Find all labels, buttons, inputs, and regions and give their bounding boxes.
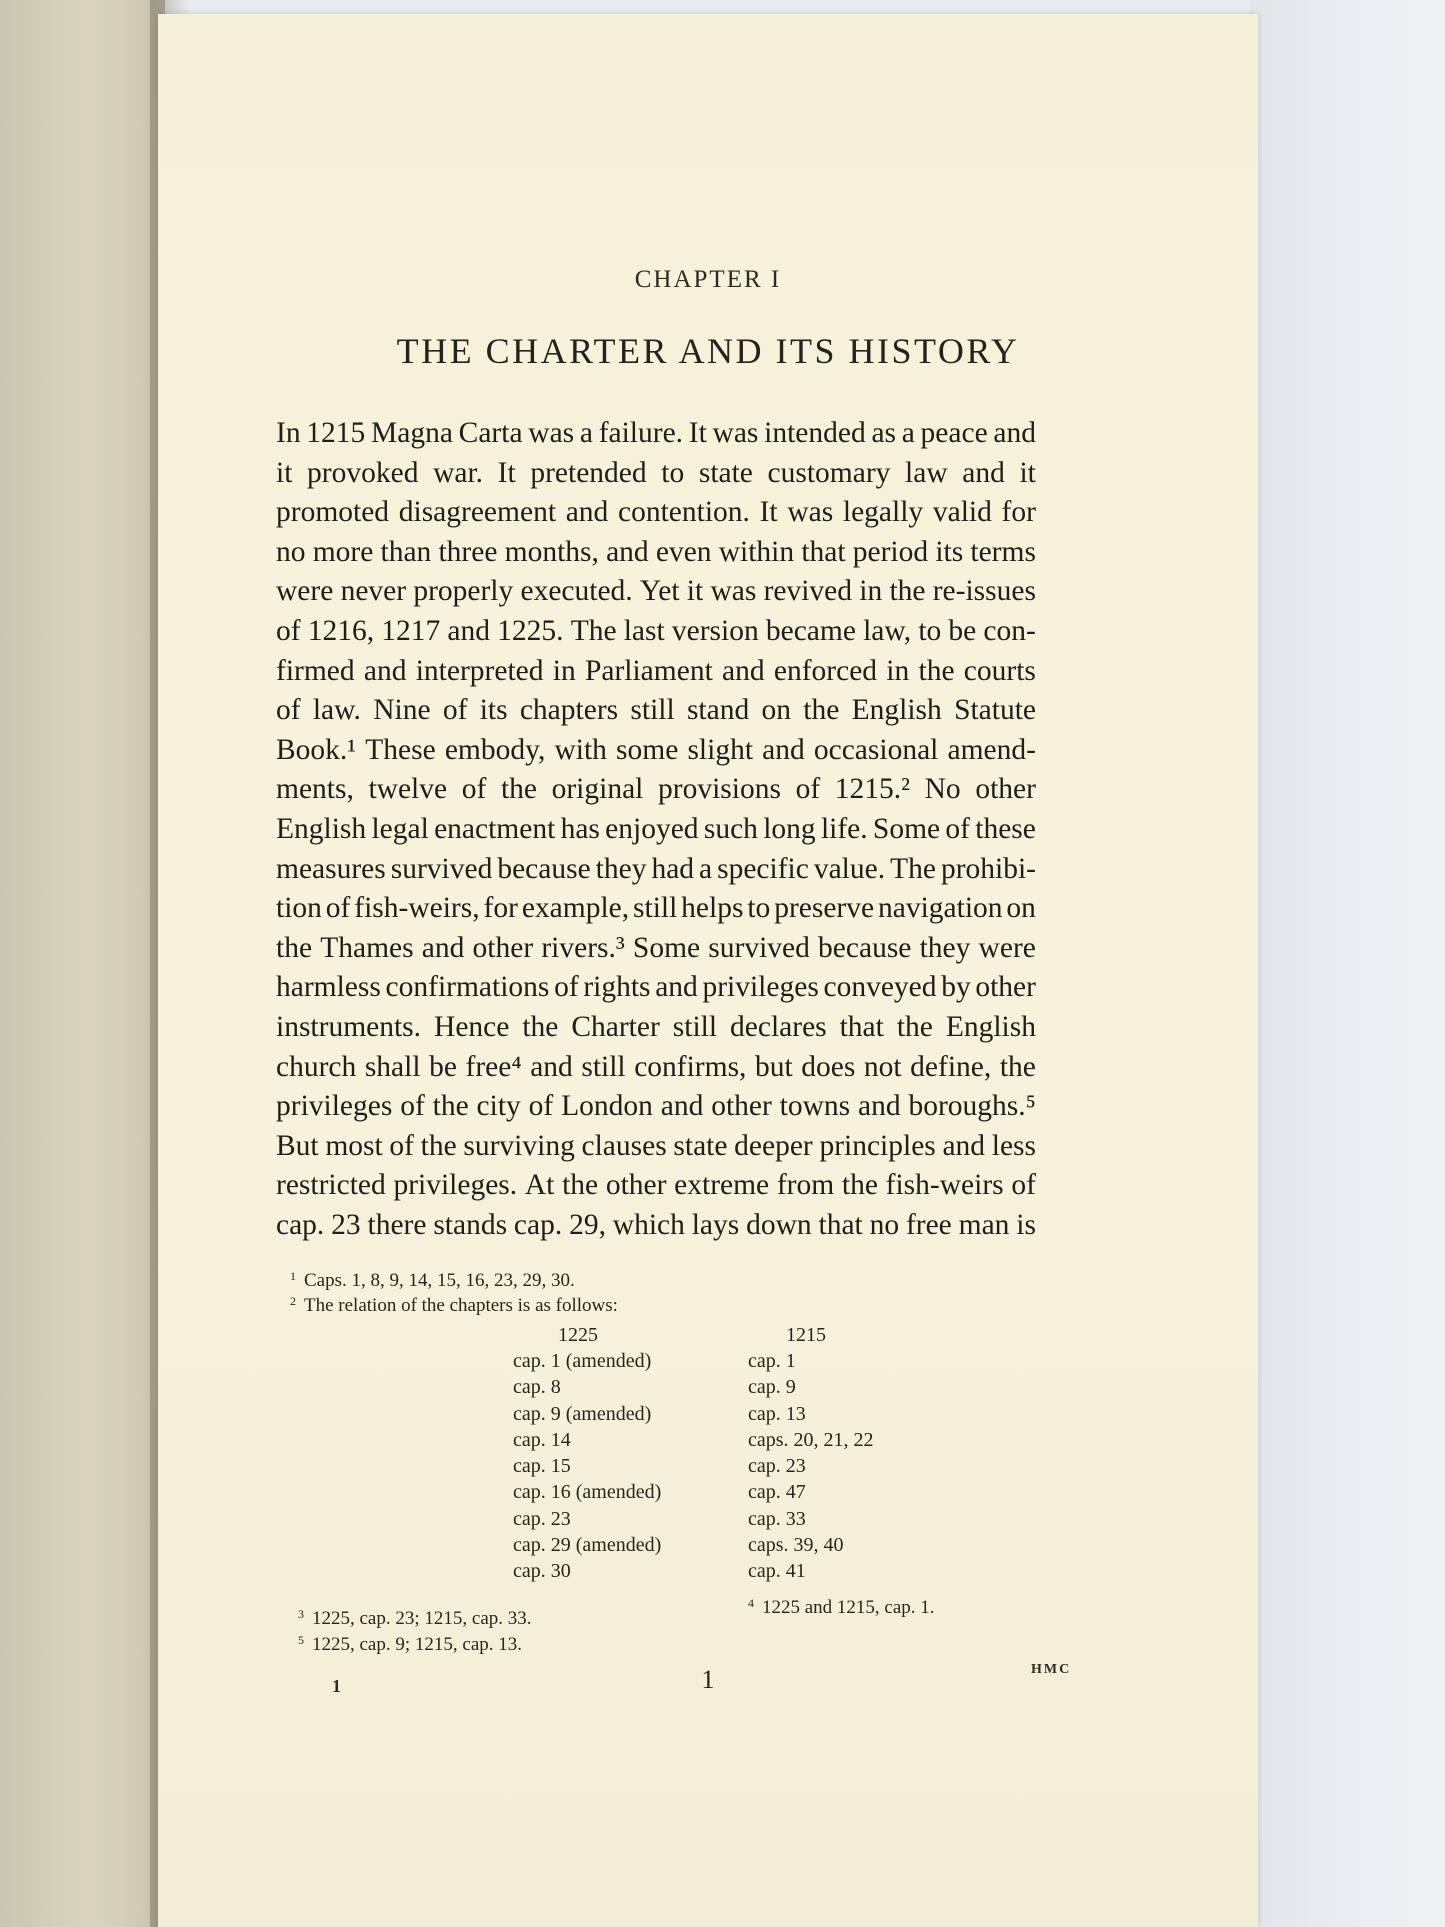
word: does	[801, 1050, 856, 1083]
word: chapters	[519, 694, 619, 727]
word: was	[712, 417, 759, 449]
word: the	[803, 694, 840, 727]
table-cell: cap. 1	[748, 1350, 796, 1372]
word: English	[276, 812, 367, 845]
book-page	[158, 14, 1258, 1927]
footnote-mark: 1	[290, 1269, 296, 1283]
footnote-4	[748, 1591, 935, 1620]
word: of	[400, 1090, 425, 1123]
background-surface	[1250, 0, 1445, 1927]
word: and	[421, 931, 465, 964]
word: measures	[276, 852, 386, 885]
word: helps	[681, 892, 744, 925]
word: preserve	[774, 892, 875, 925]
body-line	[276, 770, 1036, 810]
word: was	[528, 417, 575, 449]
word: because	[497, 852, 591, 885]
word: of	[276, 614, 301, 647]
word: and	[447, 614, 491, 647]
word: of	[442, 694, 468, 727]
word: survived	[708, 931, 810, 964]
word: has	[560, 812, 600, 845]
word: the	[500, 773, 537, 806]
word: example,	[521, 892, 630, 925]
word: provisions	[658, 773, 781, 806]
word: deeper	[734, 1129, 813, 1162]
chapter-label: CHAPTER I	[634, 266, 782, 293]
word: a	[699, 852, 713, 885]
footnote-mark: 5	[298, 1633, 304, 1647]
word: some	[616, 733, 679, 766]
word: and	[660, 1090, 704, 1123]
word: define,	[910, 1050, 992, 1083]
body-line	[276, 1206, 1036, 1246]
table-cell: cap. 23	[748, 1455, 806, 1478]
word: occasional	[813, 733, 939, 766]
word: conveyed	[823, 971, 937, 1004]
word: be	[948, 614, 977, 647]
word: version	[671, 614, 759, 647]
word: less	[991, 1129, 1036, 1162]
word: confirmations	[385, 971, 550, 1004]
word: that	[818, 1208, 863, 1241]
word: original	[551, 773, 644, 806]
word: restricted	[276, 1169, 386, 1202]
word: privileges	[276, 1090, 393, 1123]
word: the	[896, 1010, 933, 1043]
word: fish-weirs	[885, 1169, 1004, 1202]
word: 1215.²	[834, 773, 910, 806]
word: they	[919, 931, 971, 964]
word: not	[863, 1050, 902, 1083]
body-line	[276, 850, 1036, 890]
word: Thames	[320, 931, 414, 964]
word: the	[420, 1129, 457, 1162]
word: legal	[371, 812, 429, 845]
word: instruments.	[276, 1010, 422, 1043]
word: towns	[779, 1090, 851, 1123]
word: other	[975, 773, 1036, 806]
word: as	[871, 417, 897, 449]
word: law	[905, 456, 948, 489]
word: they	[595, 852, 647, 885]
word: free⁴	[465, 1050, 522, 1083]
body-line	[276, 454, 1036, 494]
word: most	[325, 1129, 383, 1162]
word: other	[975, 971, 1036, 1004]
word: prohibi-	[940, 852, 1036, 885]
word: of	[554, 971, 579, 1004]
body-line	[276, 968, 1036, 1008]
footnote-text: The relation of the chapters is as follows:	[304, 1295, 618, 1316]
word: the	[562, 1169, 599, 1202]
word: the	[918, 654, 955, 687]
word: and	[606, 535, 649, 568]
word: of	[1011, 1169, 1036, 1202]
word: fish-weirs,	[354, 892, 480, 925]
word: and	[565, 496, 609, 529]
word: interpreted	[415, 654, 544, 687]
word: and	[655, 971, 698, 1004]
body-text	[276, 414, 1036, 1245]
word: the	[432, 1090, 469, 1123]
word: other	[472, 931, 534, 964]
word: and	[962, 456, 1005, 489]
word: life.	[820, 812, 868, 845]
word: But	[276, 1129, 319, 1162]
word: still	[672, 1010, 718, 1043]
word: embody,	[444, 733, 546, 766]
footnote-text: 1225, cap. 9; 1215, cap. 13.	[312, 1634, 523, 1655]
word: no	[869, 1208, 900, 1241]
previous-page-edge	[0, 0, 165, 1927]
word: was	[787, 496, 834, 529]
word: provoked	[307, 456, 419, 489]
word: a	[579, 417, 593, 449]
word: enforced	[773, 654, 878, 687]
word: in	[552, 654, 576, 687]
word: had	[651, 852, 695, 885]
word: Carta	[458, 417, 523, 449]
word: and	[363, 654, 407, 687]
body-line	[276, 572, 1036, 612]
word: even	[655, 535, 712, 568]
word: re-issues	[932, 575, 1036, 608]
body-line	[276, 691, 1036, 731]
word: Magna	[371, 417, 453, 449]
word: Hence	[434, 1010, 510, 1043]
word: confirms,	[634, 1050, 747, 1083]
body-line	[276, 1127, 1036, 1167]
word: be	[429, 1050, 457, 1083]
word: and	[942, 1129, 986, 1162]
word: man	[958, 1208, 1010, 1241]
footnote-mark: 3	[298, 1607, 304, 1621]
word: to	[747, 892, 771, 925]
word: harmless	[276, 971, 381, 1004]
word: for	[1001, 496, 1036, 529]
word: English	[851, 694, 942, 727]
word: firmed	[276, 654, 355, 687]
word: rights	[583, 971, 651, 1004]
word: the	[999, 1050, 1036, 1083]
table-cell: cap. 1 (amended)	[513, 1350, 652, 1372]
word: there	[367, 1208, 427, 1241]
table-cell: cap. 16 (amended)	[513, 1481, 662, 1504]
word: At	[524, 1169, 555, 1202]
word: still	[630, 694, 675, 727]
word: church	[276, 1050, 357, 1083]
word: revived	[763, 575, 853, 608]
word: 23	[331, 1208, 361, 1241]
word: down	[746, 1208, 812, 1241]
word: with	[554, 733, 607, 766]
word: Nine	[373, 694, 431, 727]
word: other	[605, 1169, 667, 1202]
word: valid	[932, 496, 992, 529]
word: it	[276, 456, 293, 489]
table-cell: cap. 15	[513, 1455, 571, 1478]
table-cell: cap. 9	[748, 1376, 796, 1399]
word: and	[858, 1090, 901, 1123]
word: con-	[983, 614, 1036, 647]
word: period	[852, 535, 929, 568]
word: pretended	[530, 456, 647, 489]
word: Yet	[639, 575, 680, 608]
word: than	[380, 535, 432, 568]
word: It	[497, 456, 516, 489]
word: The	[890, 852, 936, 885]
word: a	[901, 417, 915, 449]
word: still	[633, 892, 678, 925]
footnote-text: 1225 and 1215, cap. 1.	[762, 1597, 935, 1618]
word: of	[389, 1129, 414, 1162]
word: city	[476, 1090, 521, 1123]
word: Some	[872, 812, 941, 845]
word: still	[581, 1050, 626, 1083]
word: the	[889, 575, 926, 608]
word: were	[276, 575, 334, 608]
word: by	[941, 971, 971, 1004]
word: war.	[433, 456, 484, 489]
word: on	[761, 694, 792, 727]
word: extreme	[674, 1169, 770, 1202]
body-line	[276, 1087, 1036, 1127]
word: declares	[730, 1010, 827, 1043]
table-header-1225: 1225	[558, 1324, 598, 1346]
chapter-title: THE CHARTER AND ITS HISTORY	[396, 331, 1020, 371]
word: law.	[312, 694, 361, 727]
word: privileges	[702, 971, 819, 1004]
footnote-mark: 2	[290, 1294, 296, 1308]
word: twelve	[368, 773, 448, 806]
word: 1225.	[497, 614, 564, 647]
word: stands	[433, 1208, 508, 1241]
word: is	[1016, 1208, 1036, 1241]
word: in	[886, 654, 910, 687]
word: boroughs.⁵	[908, 1090, 1036, 1123]
word: Book.¹	[276, 733, 357, 766]
table-cell: caps. 39, 40	[748, 1534, 844, 1557]
word: Charter	[571, 1010, 660, 1043]
word: surviving	[463, 1129, 575, 1162]
word: it	[686, 575, 704, 608]
body-line	[276, 1166, 1036, 1206]
footnote-text: Caps. 1, 8, 9, 14, 15, 16, 23, 29, 30.	[304, 1270, 575, 1291]
body-line	[276, 1048, 1036, 1088]
word: and	[722, 654, 765, 687]
word: to	[918, 614, 942, 647]
word: such	[703, 812, 758, 845]
word: never	[340, 575, 407, 608]
word: became	[765, 614, 856, 647]
table-header-1215: 1215	[786, 1324, 826, 1346]
word: survived	[390, 852, 493, 885]
word: and	[530, 1050, 573, 1083]
word: its	[935, 535, 964, 568]
word: 1216,	[307, 614, 375, 647]
footnote-3	[298, 1602, 532, 1631]
word: clauses	[581, 1129, 667, 1162]
signature-mark-right: HMC	[1031, 1662, 1072, 1677]
word: principles	[819, 1129, 936, 1162]
word: that	[839, 1010, 884, 1043]
word: last	[623, 614, 665, 647]
word: of	[528, 1090, 554, 1123]
table-cell: cap. 33	[748, 1507, 806, 1530]
word: promoted	[276, 496, 390, 529]
word: specific	[717, 852, 809, 885]
body-line	[276, 414, 1036, 454]
word: It	[688, 417, 707, 449]
word: that	[801, 535, 846, 568]
table-cell: cap. 47	[748, 1481, 806, 1504]
word: to	[661, 456, 685, 489]
word: properly	[413, 575, 514, 608]
word: which	[612, 1208, 685, 1241]
body-line	[276, 731, 1036, 771]
word: Some	[632, 931, 701, 964]
body-line	[276, 533, 1036, 573]
word: 29,	[569, 1208, 606, 1241]
word: It	[759, 496, 778, 529]
word: long	[763, 812, 816, 845]
word: and	[993, 417, 1036, 449]
footnote-5	[298, 1628, 522, 1657]
word: within	[718, 535, 795, 568]
word: 1215	[306, 417, 366, 449]
table-cell: cap. 14	[513, 1428, 571, 1451]
word: state	[673, 1129, 728, 1162]
table-cell: cap. 41	[748, 1560, 806, 1583]
word: disagreement	[398, 496, 557, 529]
word: of	[276, 694, 301, 727]
word: amend-	[947, 733, 1036, 766]
word: of	[461, 773, 487, 806]
body-line	[276, 889, 1036, 929]
word: free	[905, 1208, 952, 1241]
word: were	[978, 931, 1036, 964]
word: peace	[920, 417, 988, 449]
body-line	[276, 810, 1036, 850]
word: terms	[970, 535, 1036, 568]
word: from	[776, 1169, 835, 1202]
word: of	[795, 773, 821, 806]
word: Parliament	[584, 654, 713, 687]
word: executed.	[520, 575, 633, 608]
word: Statute	[954, 694, 1036, 727]
word: failure.	[598, 417, 684, 449]
signature-mark-left: 1	[332, 1676, 341, 1696]
word: In	[276, 417, 301, 449]
word: stand	[686, 694, 750, 727]
word: of	[945, 812, 970, 845]
word: three	[438, 535, 498, 568]
word: 1217	[381, 614, 441, 647]
word: value.	[813, 852, 886, 885]
word: English	[945, 1010, 1036, 1043]
footnote-mark: 4	[748, 1596, 754, 1610]
word: lays	[691, 1208, 740, 1241]
word: for	[483, 892, 518, 925]
word: but	[755, 1050, 793, 1083]
word: no	[276, 535, 306, 568]
word: the	[276, 931, 313, 964]
word: on	[1006, 892, 1036, 925]
word: cap.	[276, 1208, 325, 1241]
body-line	[276, 652, 1036, 692]
word: legally	[842, 496, 924, 529]
word: law,	[863, 614, 912, 647]
body-line	[276, 1008, 1036, 1048]
table-cell: cap. 30	[513, 1560, 571, 1583]
word: these	[975, 812, 1036, 845]
word: courts	[963, 654, 1036, 687]
word: in	[859, 575, 883, 608]
table-cell: cap. 9 (amended)	[513, 1402, 652, 1425]
word: enjoyed	[605, 812, 699, 845]
table-cell: cap. 23	[513, 1507, 571, 1530]
word: more	[312, 535, 374, 568]
word: slight	[687, 733, 754, 766]
word: its	[479, 694, 508, 727]
word: months,	[504, 535, 599, 568]
word: the	[522, 1010, 559, 1043]
word: London	[561, 1090, 653, 1123]
word: enactment	[434, 812, 556, 845]
table-cell: cap. 8	[513, 1376, 561, 1399]
footnote-text: 1225, cap. 23; 1215, cap. 33.	[312, 1608, 532, 1629]
chapter-relation-table	[513, 1322, 948, 1585]
word: state	[698, 456, 753, 489]
body-line	[276, 612, 1036, 652]
word: contention.	[618, 496, 750, 529]
table-cell: cap. 29 (amended)	[513, 1534, 662, 1557]
word: the	[841, 1169, 878, 1202]
word: shall	[364, 1050, 421, 1083]
word: rivers.³	[541, 931, 625, 964]
body-line	[276, 929, 1036, 969]
word: customary	[767, 456, 891, 489]
body-line	[276, 493, 1036, 533]
word: navigation	[878, 892, 1003, 925]
word: privileges.	[393, 1169, 518, 1202]
word: because	[818, 931, 912, 964]
word: of	[325, 892, 351, 925]
word: cap.	[513, 1208, 563, 1241]
table-cell: cap. 13	[748, 1402, 806, 1425]
table-cell: caps. 20, 21, 22	[748, 1428, 874, 1451]
word: tion	[276, 892, 322, 925]
word: other	[711, 1090, 772, 1123]
word: The	[570, 614, 617, 647]
word: No	[924, 773, 961, 806]
footnote-2	[290, 1289, 618, 1318]
word: These	[365, 733, 436, 766]
word: was	[710, 575, 757, 608]
word: intended	[764, 417, 866, 449]
word: and	[762, 733, 805, 766]
word: it	[1019, 456, 1036, 489]
page-number: 1	[701, 1665, 715, 1694]
word: ments,	[276, 773, 354, 806]
